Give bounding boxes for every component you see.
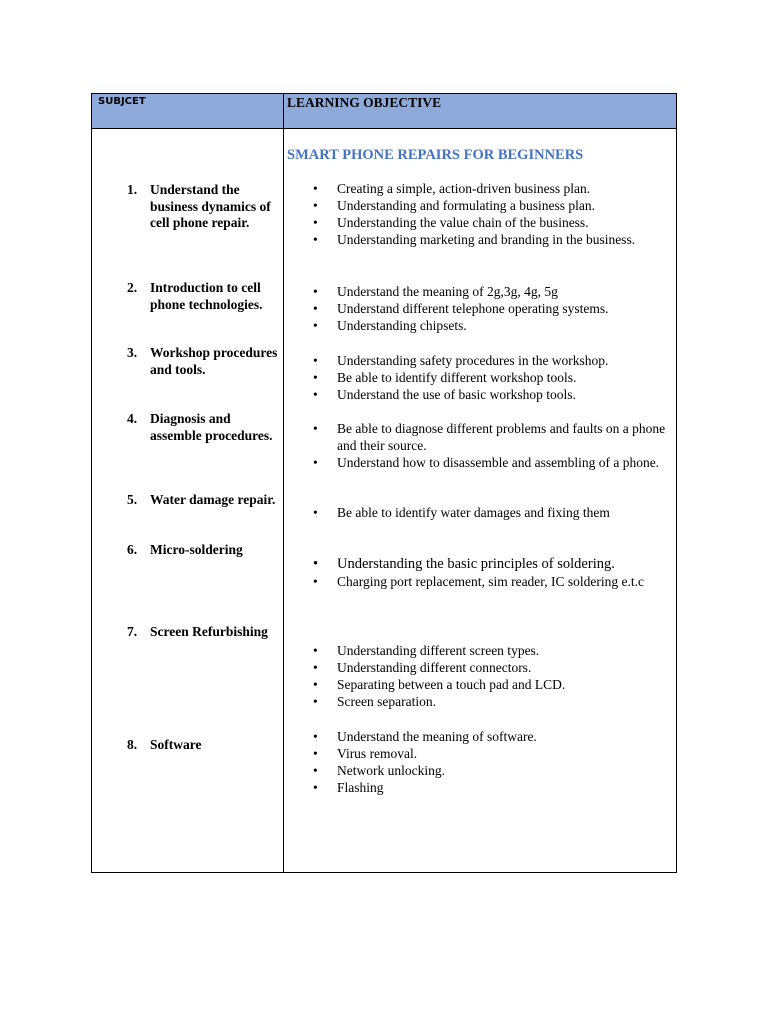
course-title: SMART PHONE REPAIRS FOR BEGINNERS [287, 147, 584, 163]
objective-item: • Understanding the basic principles of soldering. [337, 555, 672, 573]
objective-item: • Understanding safety procedures in the workshop. [337, 352, 672, 369]
table-header-row [92, 94, 676, 129]
module-number: 6. [127, 542, 138, 557]
objective-item: • Understanding marketing and branding in the business. [337, 231, 672, 248]
objective-list [337, 642, 672, 710]
subject-column-header: SUBJCET [98, 96, 146, 107]
module-number: 7. [127, 624, 138, 639]
objective-list [337, 420, 672, 471]
module-number: 5. [127, 492, 138, 507]
module-subject-text: Screen Refurbishing [150, 624, 268, 639]
objective-list [337, 504, 672, 521]
objective-item: • Charging port replacement, sim reader, IC soldering e.t.c [337, 573, 672, 590]
objective-item: • Understand the meaning of software. [337, 728, 672, 745]
objective-item: • Separating between a touch pad and LCD. [337, 676, 672, 693]
module-number: 4. [127, 411, 138, 426]
objective-item: • Understanding different screen types. [337, 642, 672, 659]
objective-item: • Be able to diagnose different problems and faults on a phone and their source. [337, 420, 672, 454]
objective-item: • Understand different telephone operating systems. [337, 300, 672, 317]
objective-list [337, 180, 672, 248]
curriculum-table [91, 93, 677, 873]
module-number: 8. [127, 737, 138, 752]
module-number: 2. [127, 280, 138, 295]
module-subject-text: Introduction to cell phone technologies. [150, 280, 263, 312]
objective-item: • Understanding different connectors. [337, 659, 672, 676]
module-number: 1. [127, 182, 138, 197]
objective-item: • Understanding chipsets. [337, 317, 672, 334]
module-subject-text: Micro-soldering [150, 542, 243, 557]
objective-list [337, 283, 672, 334]
module-number: 3. [127, 345, 138, 360]
objective-item: • Flashing [337, 779, 672, 796]
module-subject-text: Diagnosis and assemble procedures. [150, 411, 273, 443]
objective-item: • Understanding the value chain of the business. [337, 214, 672, 231]
objective-column-header: LEARNING OBJECTIVE [287, 95, 442, 110]
objective-item: • Understanding and formulating a business plan. [337, 197, 672, 214]
objective-list [337, 555, 672, 590]
objective-item: • Understand the meaning of 2g,3g, 4g, 5g [337, 283, 672, 300]
objective-item: • Understand the use of basic workshop tools. [337, 386, 672, 403]
objective-item: • Virus removal. [337, 745, 672, 762]
module-subject-text: Understand the business dynamics of cell phone repair. [150, 182, 271, 230]
objective-item: • Screen separation. [337, 693, 672, 710]
objective-item: • Be able to identify different workshop tools. [337, 369, 672, 386]
column-divider [283, 94, 284, 872]
objective-list [337, 728, 672, 796]
objective-item: • Understand how to disassemble and assembling of a phone. [337, 454, 672, 471]
module-subject-text: Software [150, 737, 202, 752]
objective-list [337, 352, 672, 403]
objective-item: • Be able to identify water damages and fixing them [337, 504, 672, 521]
objective-item: • Network unlocking. [337, 762, 672, 779]
objective-item: • Creating a simple, action-driven business plan. [337, 180, 672, 197]
module-subject-text: Water damage repair. [150, 492, 276, 507]
module-subject-text: Workshop procedures and tools. [150, 345, 278, 377]
